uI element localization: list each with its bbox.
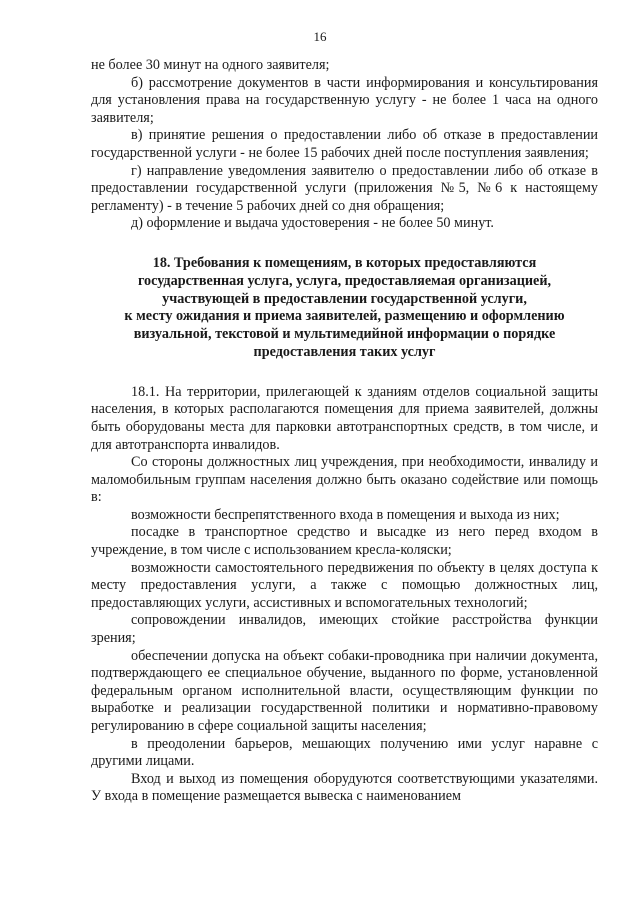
heading-line: 18. Требования к помещениям, в которых предоставляются	[152, 254, 537, 271]
list-item: сопровождении инвалидов, имеющих стойкие расстройства функции зрения;	[91, 612, 598, 647]
list-item: обеспечении допуска на объект собаки-проводника при наличии документа, подтверждающего ее специальное обучение, выданного по форме, установленной федеральным органом исполнительной власти, осуществляющим функции по выработке и реализации государственной политики и нормативно-правовому регулированию в сфере социальной защиты населения;	[91, 647, 598, 734]
section-heading	[91, 255, 598, 362]
heading-line: предоставления таких услуг	[253, 343, 436, 360]
paragraph: г) направление уведомления заявителю о предоставлении либо об отказе в предоставлении государственной услуги (приложения №5, №6 к настоящему регламенту) - в течение 5 рабочих дней со дня обращения;	[91, 162, 598, 214]
list-item: в преодолении барьеров, мешающих получению ими услуг наравне с другими лицами.	[91, 735, 598, 770]
paragraph: д) оформление и выдача удостоверения - не более 50 минут.	[131, 215, 494, 232]
paragraph: б) рассмотрение документов в части информирования и консультирования для установления права на государственную услугу - не более 1 часа на одного заявителя;	[91, 74, 598, 126]
document-body	[91, 57, 598, 806]
paragraph: Со стороны должностных лиц учреждения, при необходимости, инвалиду и маломобильным группам населения должно быть оказано содействие или помощь в:	[91, 454, 598, 506]
list-item: посадке в транспортное средство и высадке из него перед входом в учреждение, в том числе с использованием кресла-коляски;	[91, 524, 598, 559]
heading-line: к месту ожидания и приема заявителей, размещению и оформлению	[124, 308, 565, 325]
heading-line: визуальной, текстовой и мультимедийной информации о порядке	[133, 326, 556, 343]
page-number: 16	[313, 29, 327, 44]
heading-line: участвующей в предоставлении государственной услуги,	[162, 290, 527, 307]
list-item: возможности самостоятельного передвижения по объекту в целях доступа к месту предоставления услуги, а также с помощью должностных лиц, предоставляющих услуги, ассистивных и вспомогательных технологий;	[91, 559, 598, 611]
spacer	[91, 233, 598, 255]
paragraph: в) принятие решения о предоставлении либо об отказе в предоставлении государственной услуги - не более 15 рабочих дней после поступления заявления;	[91, 127, 598, 161]
paragraph: Вход и выход из помещения оборудуются соответствующими указателями. У входа в помещение размещается вывеска с наименованием	[91, 770, 598, 805]
heading-line: государственная услуга, услуга, предоставляемая организацией,	[137, 272, 552, 289]
paragraph: не более 30 минут на одного заявителя;	[91, 57, 330, 73]
list-item: возможности беспрепятственного входа в помещения и выхода из них;	[131, 506, 560, 523]
paragraph: 18.1. На территории, прилегающей к зданиям отделов социальной защиты населения, в которых располагаются помещения для приема заявителей, должны быть оборудованы места для парковки автотранспортных средств, в том числе, и для автотранспорта инвалидов.	[91, 383, 598, 453]
spacer	[91, 362, 598, 384]
